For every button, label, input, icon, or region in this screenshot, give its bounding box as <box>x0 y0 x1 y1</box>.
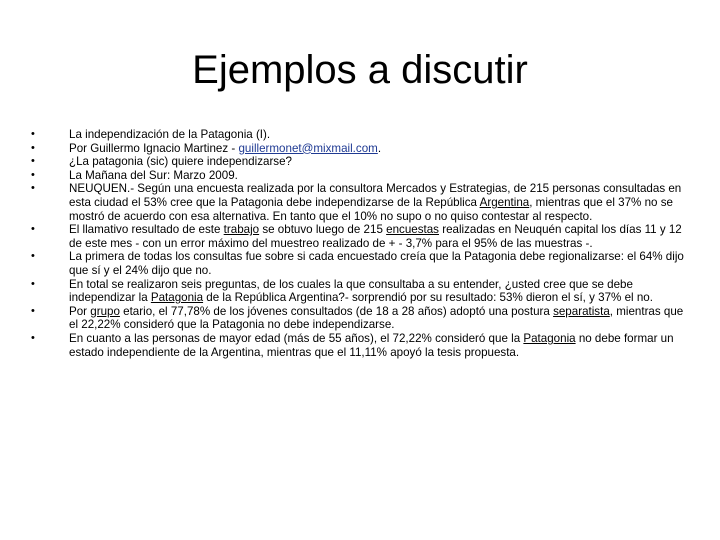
bullet-text: Por Guillermo Ignacio Martinez - <box>69 141 239 155</box>
bullet-item <box>28 305 688 332</box>
bullet-text: , mientras que el 37% no se mostró de acuerdo con esa alternativa. En tanto que el 10% no supo o no quiso contestar al respecto. <box>69 195 673 223</box>
bullet-dot-icon: • <box>31 128 35 140</box>
bullet-text: NEUQUEN.- Según una encuesta realizada por la consultora Mercados y Estrategias, de 215 personas consultadas en esta ciudad el 53% cree que la Patagonia debe independizarse de la República <box>69 182 682 209</box>
bullet-item <box>28 278 688 305</box>
inline-link[interactable]: Patagonia <box>523 331 576 345</box>
bullet-text: El llamativo resultado de este <box>69 223 224 237</box>
bullet-dot-icon: • <box>31 168 35 181</box>
bullet-text: de la República Argentina?- sorprendió por su resultado: 53% dieron el sí, y 37% el no. <box>203 291 653 305</box>
bullet-text: , mientras que el 22,22% consideró que la Patagonia no debe independizarse. <box>69 304 684 332</box>
bullet-text: realizadas en Neuquén capital los días 11 y 12 de este mes - con un error máximo del muestreo realizado de + - 3,7% para el 95% de las muestras -. <box>69 223 682 250</box>
bullet-dot-icon: • <box>31 277 35 290</box>
bullet-item <box>28 223 688 250</box>
bullet-text: se obtuvo luego de 215 <box>259 223 387 237</box>
bullet-dot-icon: • <box>31 304 35 317</box>
inline-link[interactable]: encuestas <box>386 223 439 237</box>
slide-title: Ejemplos a discutir <box>192 48 528 92</box>
inline-link[interactable]: guillermonet@mixmail.com <box>238 141 378 155</box>
bullet-dot-icon: • <box>31 223 35 236</box>
bullet-text: no debe formar un estado independiente de la Argentina, mientras que el 11,11% apoyó la tesis propuesta. <box>69 331 674 359</box>
bullet-text: etario, el 77,78% de los jóvenes consultados (de 18 a 28 años) adoptó una postura <box>119 304 554 318</box>
bullet-item <box>28 182 688 223</box>
bullet-text: La primera de todas los consultas fue sobre si cada encuestado creía que la Patagonia debe regionalizarse: el 64% dijo que sí y el 24% dijo que no. <box>69 250 684 277</box>
bullet-item <box>28 128 688 142</box>
bullet-item <box>28 332 688 359</box>
bullet-list <box>28 128 688 359</box>
bullet-item <box>28 169 688 183</box>
bullet-item <box>28 250 688 277</box>
inline-link[interactable]: separatista <box>553 304 610 318</box>
inline-link[interactable]: Patagonia <box>150 291 204 305</box>
bullet-dot-icon: • <box>31 155 35 168</box>
inline-link[interactable]: Argentina <box>479 195 530 209</box>
bullet-text: La independización de la Patagonia (I). <box>69 128 271 141</box>
bullet-text: . <box>377 141 382 155</box>
bullet-item <box>28 142 688 156</box>
bullet-dot-icon: • <box>31 331 35 344</box>
bullet-dot-icon: • <box>31 141 35 154</box>
bullet-text: En cuanto a las personas de mayor edad (más de 55 años), el 72,22% consideró que la <box>69 331 524 345</box>
bullet-item <box>28 155 688 169</box>
inline-link[interactable]: trabajo <box>223 223 260 237</box>
bullet-text: En total se realizaron seis preguntas, de los cuales la que consultaba a su entender, ¿usted cree que se debe independizar la <box>69 277 633 305</box>
inline-link[interactable]: grupo <box>90 304 120 318</box>
bullet-text: ¿La patagonia (sic) quiere independizarse? <box>69 155 292 169</box>
bullet-dot-icon: • <box>31 182 35 195</box>
bullet-text: La Mañana del Sur: Marzo 2009. <box>69 168 238 182</box>
bullet-text: Por <box>69 304 91 318</box>
bullet-dot-icon: • <box>31 250 35 263</box>
